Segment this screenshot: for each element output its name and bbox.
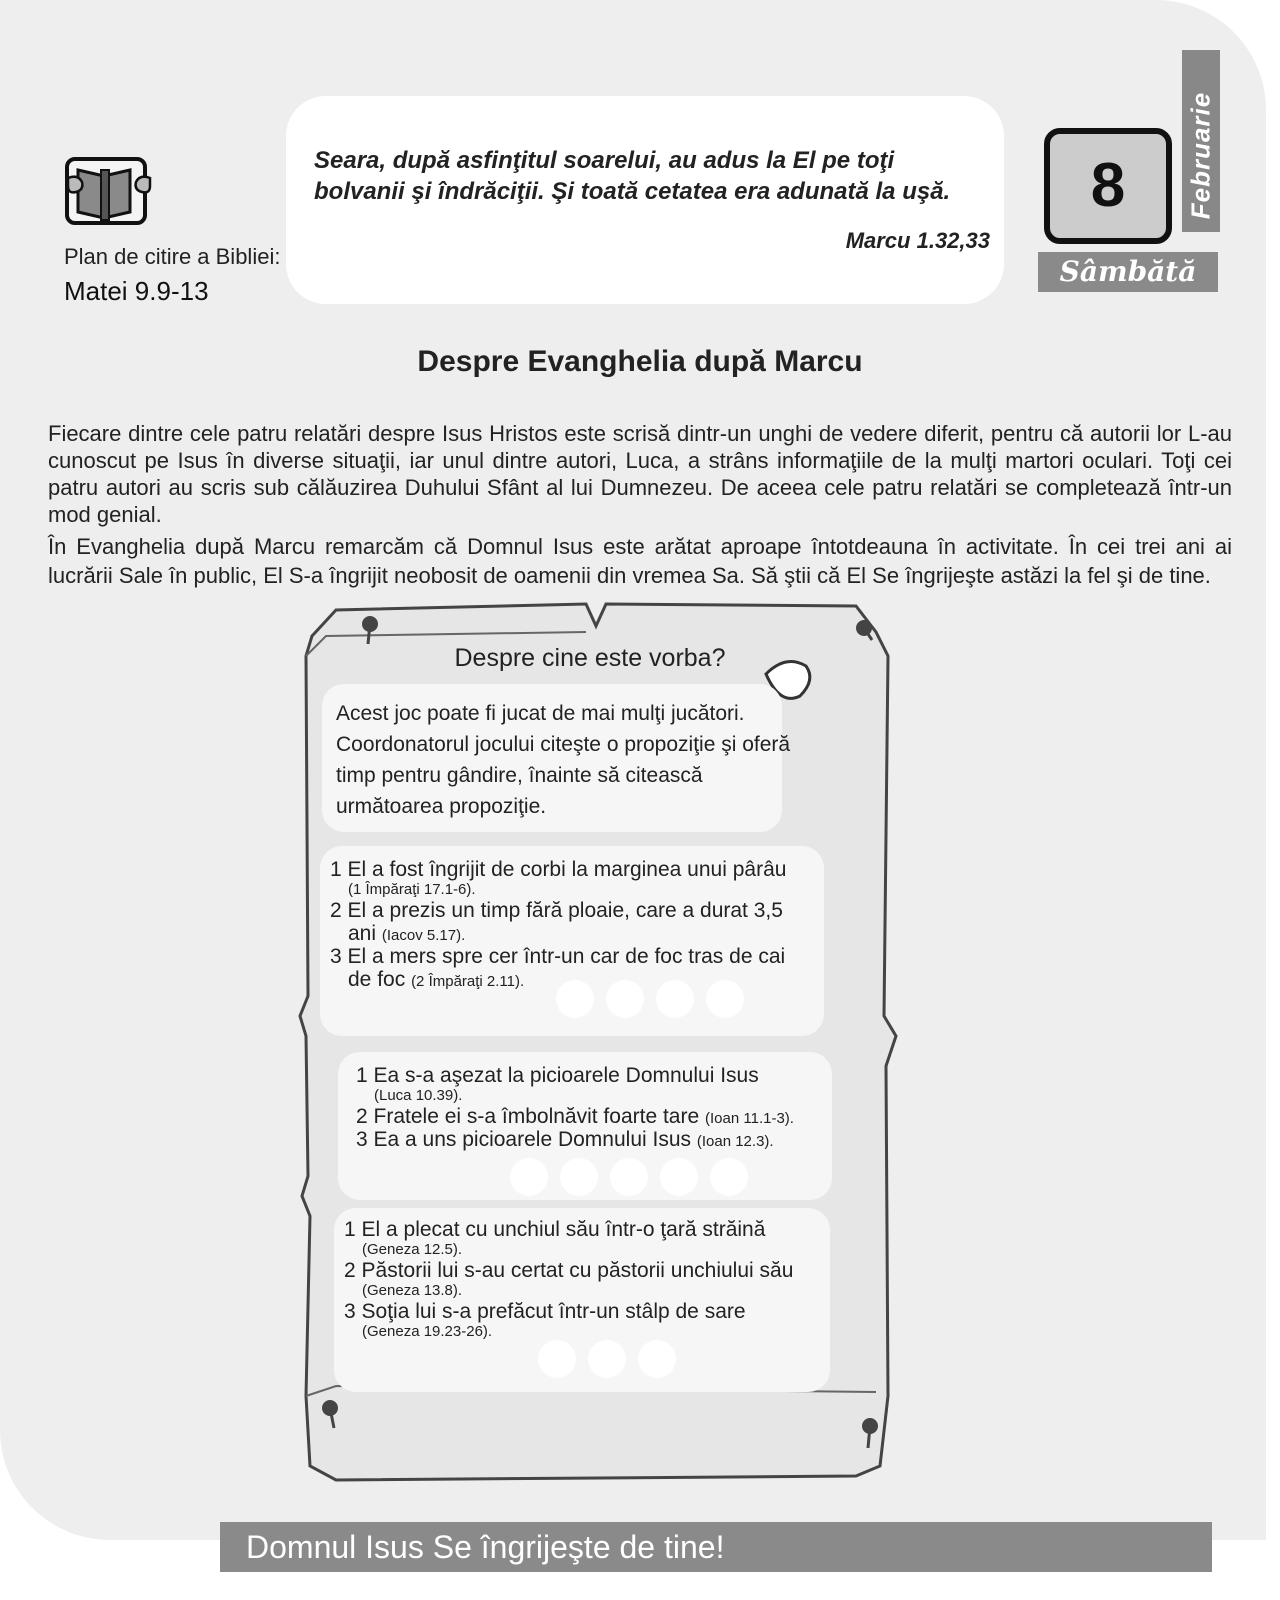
answer-letter-slot[interactable] [538,1340,576,1378]
article-paragraph: Fiecare dintre cele patru relatări despre Isus Hristos este scrisă dintr-un unghi de vedere diferit, pentru că autorii lor L-au cunoscut pe Isus în diverse situaţii, iar unul dintre autori, Luca, a strâns informaţiile de la mulţi martori oculari. Toţi cei patru autori au scris sub călăuzirea Duhului Sfânt al lui Dumnezeu. De aceea cele patru relatări se completează într-un mod genial. [48,421,1232,527]
footer-message: Domnul Isus Se îngrijeşte de tine! [246,1529,725,1565]
clue: 3 El a mers spre cer într-un car de foc tras de cai [330,945,786,968]
answer-letter-slot[interactable] [660,1158,698,1196]
clue-reference: (Geneza 19.23-26). [362,1323,493,1340]
answer-letter-slot[interactable] [710,1158,748,1196]
clue-reference: (Ioan 12.3). [696,1133,774,1150]
answer-circles [556,980,744,1018]
puzzle-1 [330,858,820,991]
month-label: Februarie [1185,91,1216,220]
puzzle-2 [356,1064,836,1151]
answer-letter-slot[interactable] [610,1158,648,1196]
answer-letter-slot[interactable] [706,980,744,1018]
clue-reference: (Geneza 13.8). [362,1282,463,1299]
clue-reference: (Geneza 12.5). [362,1241,463,1258]
clue-with-reference [356,1128,836,1151]
answer-letter-slot[interactable] [656,980,694,1018]
open-book-icon [64,156,154,230]
clue-text: de foc [348,968,406,991]
clue-text: 3 Ea a uns picioarele Domnului Isus [356,1128,692,1151]
article-body [48,420,1232,590]
verse-reference: Marcu 1.32,33 [845,228,990,253]
clue-text: 2 Fratele ei s-a îmbolnăvit foarte tare [356,1105,700,1128]
article-paragraph: În Evanghelia după Marcu remarcăm că Domnul Isus este arătat aproape întotdeauna în activitate. În cei trei ani ai lucrării Sale în public, El S-a îngrijit neobosit de oamenii din vremea Sa. Să ştii că El Se îngrijeşte astăzi la fel şi de tine. [48,534,1232,588]
clue: 3 Soţia lui s-a prefăcut într-un stâlp de sare [344,1300,746,1323]
clue-reference: (1 Împăraţi 17.1-6). [348,881,476,898]
answer-circles [510,1158,748,1196]
answer-letter-slot[interactable] [606,980,644,1018]
article-title: Despre Evanghelia după Marcu [417,345,863,378]
clue-reference: (Iacov 5.17). [381,927,466,944]
clue: 2 El a prezis un timp fără ploaie, care a durat 3,5 [330,899,783,922]
clue: 1 El a fost îngrijit de corbi la marginea unui pârâu [330,858,787,881]
verse-text: Seara, după asfinţitul soarelui, au adus la El pe toţi bolvanii şi îndrăciţii. Şi toată cetatea era adunată la uşă. [314,147,951,205]
clue-text: ani [348,922,377,945]
game-title: Despre cine este vorba? [454,644,726,672]
answer-letter-slot[interactable] [556,980,594,1018]
clue: 2 Păstorii lui s-au certat cu păstorii unchiului său [344,1259,794,1282]
answer-circles [538,1340,676,1378]
clue-continuation [330,922,820,945]
clue-reference: (2 Împăraţi 2.11). [411,973,525,990]
puzzle-3 [344,1218,828,1341]
weekday-label: Sâmbătă [1038,252,1218,292]
answer-letter-slot[interactable] [560,1158,598,1196]
clue: 1 Ea s-a aşezat la picioarele Domnului Isus [356,1064,759,1087]
clue-with-reference [356,1105,836,1128]
answer-letter-slot[interactable] [638,1340,676,1378]
answer-letter-slot[interactable] [510,1158,548,1196]
clue-reference: (Ioan 11.1-3). [705,1110,794,1127]
date-number: 8 [1090,151,1126,220]
game-intro: Acest joc poate fi jucat de mai mulţi jucători. Coordonatorul jocului citeşte o propoziţie şi oferă timp pentru gândire, înainte să citească următoarea propoziţie. [336,702,791,818]
reading-plan-reference: Matei 9.9-13 [64,276,209,306]
clue-reference: (Luca 10.39). [374,1087,463,1104]
clue: 1 El a plecat cu unchiul său într-o ţară străină [344,1218,766,1241]
answer-letter-slot[interactable] [588,1340,626,1378]
reading-plan-label: Plan de citire a Bibliei: [64,244,281,269]
